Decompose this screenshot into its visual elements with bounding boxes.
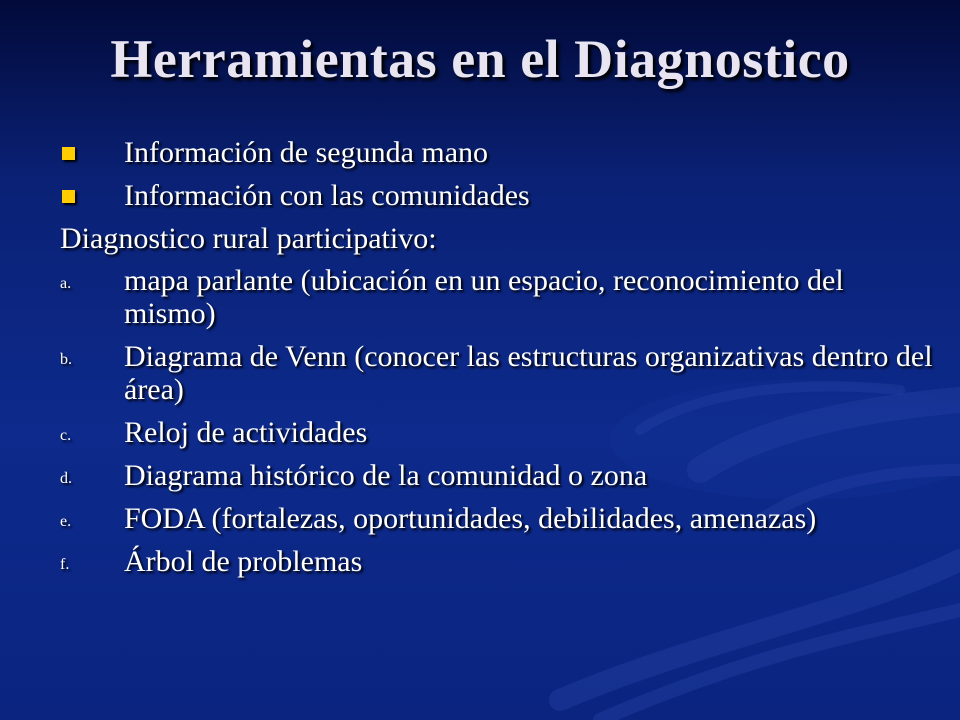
list-item <box>60 545 940 578</box>
list-item <box>60 340 940 406</box>
list-marker: c. <box>60 427 72 444</box>
list-marker: e. <box>60 513 72 530</box>
list-marker: b. <box>60 351 72 368</box>
list-item-text: Árbol de problemas <box>124 545 363 578</box>
slide-title: Herramientas en el Diagnostico <box>110 29 850 89</box>
bullet-text: Información con las comunidades <box>124 179 530 212</box>
slide-body <box>60 136 940 588</box>
list-item <box>60 416 940 449</box>
list-item-text: FODA (fortalezas, oportunidades, debilidades, amenazas) <box>124 502 817 535</box>
list-item-text: Reloj de actividades <box>124 416 368 449</box>
square-bullet-icon <box>62 147 75 160</box>
bullet-item <box>60 136 940 169</box>
list-item <box>60 502 940 535</box>
bullet-text: Información de segunda mano <box>124 136 489 169</box>
list-marker: a. <box>60 275 72 292</box>
list-item <box>60 264 940 330</box>
list-marker: f. <box>60 556 70 573</box>
bullet-item <box>60 179 940 212</box>
list-marker: d. <box>60 470 72 487</box>
section-subheading: Diagnostico rural participativo: <box>60 222 437 255</box>
square-bullet-icon <box>62 190 75 203</box>
list-item-text: Diagrama de Venn (conocer las estructuras organizativas dentro del área) <box>124 340 933 406</box>
list-item-text: mapa parlante (ubicación en un espacio, reconocimiento del mismo) <box>124 264 844 330</box>
list-item <box>60 459 940 492</box>
list-item-text: Diagrama histórico de la comunidad o zona <box>124 459 648 492</box>
